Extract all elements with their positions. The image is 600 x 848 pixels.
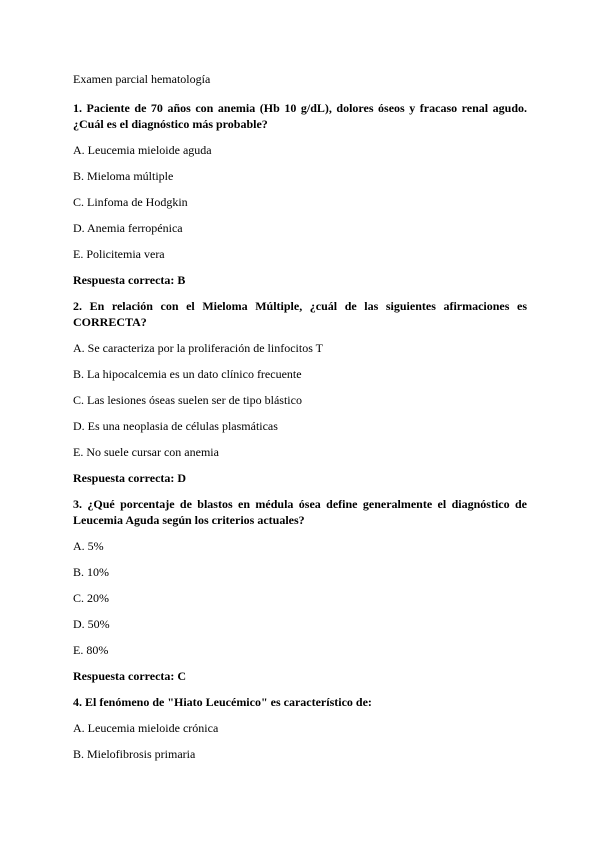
option-c: C. Linfoma de Hodgkin bbox=[73, 195, 188, 209]
question-3 bbox=[73, 496, 527, 684]
question-text: 4. El fenómeno de "Hiato Leucémico" es característico de: bbox=[73, 695, 372, 709]
option-c: C. Las lesiones óseas suelen ser de tipo blástico bbox=[73, 393, 302, 407]
option-b: B. Mielofibrosis primaria bbox=[73, 747, 196, 761]
option-e: E. No suele cursar con anemia bbox=[73, 445, 219, 459]
question-text: 2. En relación con el Mieloma Múltiple, ¿cuál de las siguientes afirmaciones es CORRECTA? bbox=[73, 299, 527, 329]
question-text: 1. Paciente de 70 años con anemia (Hb 10 g/dL), dolores óseos y fracaso renal agudo. ¿Cuál es el diagnóstico más probable? bbox=[73, 101, 527, 131]
option-b: B. La hipocalcemia es un dato clínico frecuente bbox=[73, 367, 302, 381]
document-body bbox=[73, 71, 527, 772]
option-a: A. Se caracteriza por la proliferación de linfocitos T bbox=[73, 341, 324, 355]
option-b: B. 10% bbox=[73, 565, 109, 579]
option-e: E. 80% bbox=[73, 643, 109, 657]
correct-answer: Respuesta correcta: D bbox=[73, 471, 187, 485]
question-1 bbox=[73, 100, 527, 288]
question-text: 3. ¿Qué porcentaje de blastos en médula ósea define generalmente el diagnóstico de Leucemia Aguda según los criterios actuales? bbox=[73, 497, 527, 527]
option-d: D. Anemia ferropénica bbox=[73, 221, 183, 235]
question-2 bbox=[73, 298, 527, 486]
option-e: E. Policitemia vera bbox=[73, 247, 165, 261]
correct-answer: Respuesta correcta: C bbox=[73, 669, 187, 683]
option-b: B. Mieloma múltiple bbox=[73, 169, 174, 183]
option-a: A. Leucemia mieloide crónica bbox=[73, 721, 219, 735]
option-c: C. 20% bbox=[73, 591, 109, 605]
option-a: A. 5% bbox=[73, 539, 104, 553]
option-d: D. 50% bbox=[73, 617, 110, 631]
question-4 bbox=[73, 694, 527, 762]
correct-answer: Respuesta correcta: B bbox=[73, 273, 186, 287]
option-a: A. Leucemia mieloide aguda bbox=[73, 143, 212, 157]
document-title: Examen parcial hematología bbox=[73, 72, 211, 86]
option-d: D. Es una neoplasia de células plasmáticas bbox=[73, 419, 278, 433]
